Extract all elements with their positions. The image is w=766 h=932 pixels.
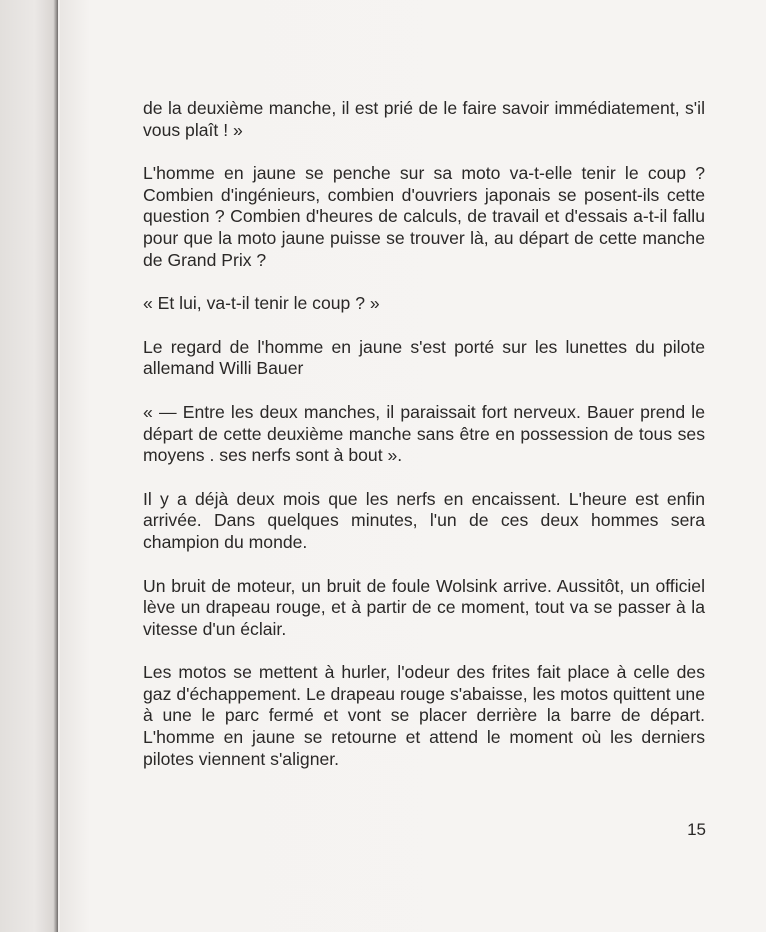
book-gutter (0, 0, 58, 932)
paragraph-6: Il y a déjà deux mois que les nerfs en encaissent. L'heure est enfin arrivée. Dans quelques minutes, l'un de ces deux hommes sera champion du monde. (143, 488, 705, 552)
paragraph-4: Le regard de l'homme en jaune s'est porté sur les lunettes du pilote allemand Willi Bauer (143, 336, 705, 379)
paragraph-8: Les motos se mettent à hurler, l'odeur des frites fait place à celle des gaz d'échappement. Le drapeau rouge s'abaisse, les motos quittent une à une le parc fermé et vont se placer derrière la barre de départ. L'homme en jaune se retourne et attend le moment où les derniers pilotes viennent s'aligner. (143, 662, 705, 769)
paragraph-3: « Et lui, va-t-il tenir le coup ? » (143, 293, 380, 314)
body-text (143, 98, 705, 792)
paragraph-2: L'homme en jaune se penche sur sa moto va-t-elle tenir le coup ? Combien d'ingénieurs, combien d'ouvriers japonais se posent-ils cette question ? Combien d'heures de calculs, de travail et d'essais a-t-il fallu pour que la moto jaune puisse se trouver là, au départ de cette manche de Grand Prix ? (143, 163, 705, 270)
paragraph-7: Un bruit de moteur, un bruit de foule Wolsink arrive. Aussitôt, un officiel lève un drapeau rouge, et à partir de ce moment, tout va se passer à la vitesse d'un éclair. (143, 575, 705, 639)
page-number: 15 (687, 820, 706, 839)
paragraph-5: « — Entre les deux manches, il paraissait fort nerveux. Bauer prend le départ de cette deuxième manche sans être en possession de tous ses moyens . ses nerfs sont à bout ». (143, 401, 705, 466)
paragraph-1: de la deuxième manche, il est prié de le faire savoir immédiatement, s'il vous plaît ! » (143, 98, 705, 140)
